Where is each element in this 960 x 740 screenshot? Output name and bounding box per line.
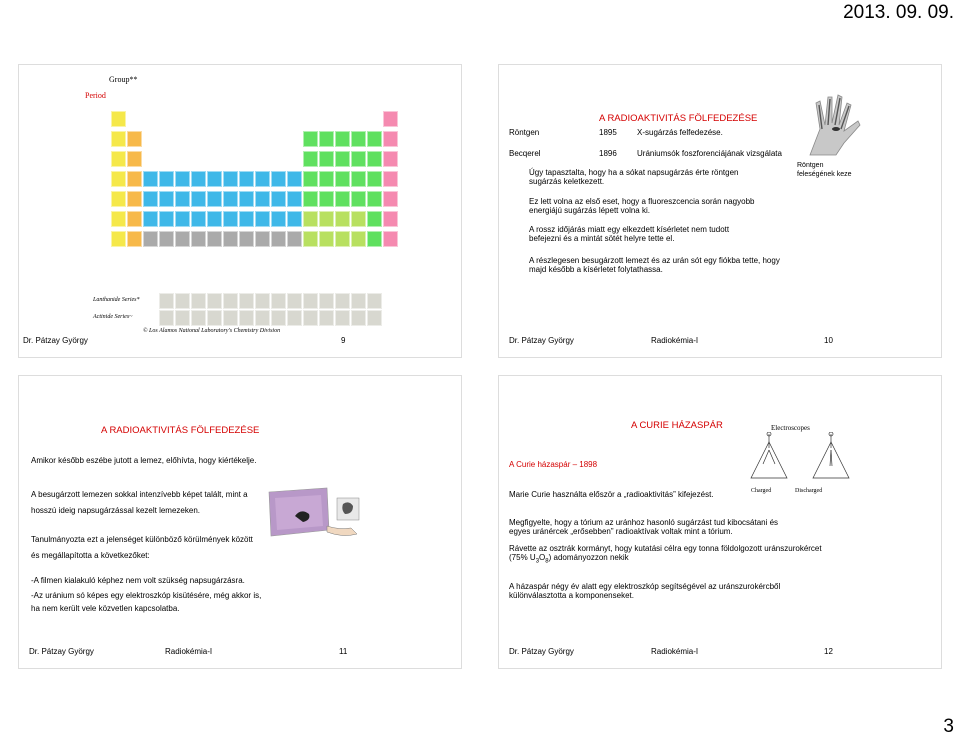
element-cell — [271, 171, 286, 187]
element-cell — [351, 171, 366, 187]
element-cell — [367, 231, 382, 247]
element-cell — [335, 191, 350, 207]
element-cell — [191, 171, 206, 187]
element-cell — [191, 211, 206, 227]
footer-author: Dr. Pátzay György — [509, 647, 574, 656]
footer-page: 12 — [824, 647, 833, 656]
row-year: 1895 — [599, 128, 617, 137]
element-cell — [159, 191, 174, 207]
element-cell — [255, 171, 270, 187]
f-block-cell — [287, 293, 302, 309]
f-block-cell — [207, 293, 222, 309]
footer-page: 10 — [824, 336, 833, 345]
row-name: Becqerel — [509, 149, 541, 158]
element-cell — [111, 231, 126, 247]
element-cell — [255, 191, 270, 207]
element-cell — [175, 171, 190, 187]
element-cell — [351, 191, 366, 207]
element-cell — [175, 211, 190, 227]
element-cell — [207, 211, 222, 227]
element-cell — [303, 171, 318, 187]
element-cell — [143, 191, 158, 207]
paragraph: Úgy tapasztalta, hogy ha a sókat napsugárzás érte röntgen sugárzás keletkezett. — [529, 168, 739, 186]
bullet-item: -A filmen kialakuló képhez nem volt szükség napsugárzásra. — [31, 576, 245, 585]
element-cell — [335, 131, 350, 147]
element-cell — [287, 191, 302, 207]
element-cell — [319, 131, 334, 147]
element-cell — [303, 231, 318, 247]
f-block-cell — [191, 293, 206, 309]
footer-course: Radiokémia-I — [165, 647, 213, 656]
f-block-cell — [335, 293, 350, 309]
element-cell — [159, 171, 174, 187]
paragraph: A részlegesen besugárzott lemezt és az urán sót egy fiókba tette, hogy majd később a kísérletet folytathassa. — [529, 256, 780, 274]
element-cell — [303, 131, 318, 147]
element-cell — [351, 151, 366, 167]
f-block-cell — [303, 310, 318, 326]
element-cell — [175, 191, 190, 207]
paragraph: Amikor később eszébe jutott a lemez, előhívta, hogy kiértékelje. — [31, 456, 257, 465]
element-cell — [319, 211, 334, 227]
charged-label: Charged — [751, 488, 772, 494]
footer-author: Dr. Pátzay György — [29, 647, 94, 656]
element-cell — [207, 191, 222, 207]
element-cell — [351, 131, 366, 147]
element-cell — [127, 231, 142, 247]
footer-course: Radiokémia-I — [651, 647, 699, 656]
f-block-cell — [303, 293, 318, 309]
f-block-cell — [255, 293, 270, 309]
f-block-cell — [335, 310, 350, 326]
slide-title: A RADIOAKTIVITÁS FÖLFEDEZÉSE — [599, 113, 758, 124]
footer-page: 11 — [339, 647, 348, 656]
f-block-cell — [207, 310, 222, 326]
discharged-label: Discharged — [795, 488, 823, 494]
f-block-cell — [175, 293, 190, 309]
element-cell — [159, 231, 174, 247]
element-cell — [351, 211, 366, 227]
f-block-cell — [319, 310, 334, 326]
f-block-cell — [223, 310, 238, 326]
f-block-cell — [367, 293, 382, 309]
element-cell — [367, 131, 382, 147]
f-block-cell — [159, 310, 174, 326]
periodic-table-grid — [19, 65, 462, 358]
xray-hand-image — [792, 89, 878, 157]
footer-author: Dr. Pátzay György — [23, 336, 88, 345]
element-cell — [143, 171, 158, 187]
element-cell — [111, 131, 126, 147]
element-cell — [127, 151, 142, 167]
group-label: Group** — [109, 75, 138, 84]
element-cell — [207, 171, 222, 187]
row-year: 1896 — [599, 149, 617, 158]
f-block-cell — [367, 310, 382, 326]
paragraph: A házaspár négy év alatt egy elektroszkóp segítségével az uránszurokércből különválasztotta a komponenseket. — [509, 582, 781, 600]
f-block-cell — [255, 310, 270, 326]
paragraph: A besugárzott lemezen sokkal intenzívebb képet talált, mint a hosszú ideig napsugárzással kezelt lemezeken. — [31, 490, 248, 515]
element-cell — [223, 231, 238, 247]
footer-course: Radiokémia-I — [651, 336, 699, 345]
element-cell — [303, 191, 318, 207]
photographic-plate-image — [265, 486, 365, 544]
element-cell — [271, 191, 286, 207]
f-block-cell — [351, 310, 366, 326]
element-cell — [303, 211, 318, 227]
electroscope-title: Electroscopes — [771, 424, 810, 432]
paragraph: Rávette az osztrák kormányt, hogy kutatási célra egy tonna földolgozott uránszurokércet (75% $U_3O_8$) adományozzon nekik — [509, 544, 822, 565]
element-cell — [383, 191, 398, 207]
row-event: Urániumsók foszforenciájának vizsgálata — [637, 149, 782, 158]
f-block-cell — [239, 310, 254, 326]
f-block-cell — [239, 293, 254, 309]
element-cell — [111, 151, 126, 167]
element-cell — [127, 191, 142, 207]
element-cell — [111, 211, 126, 227]
paragraph: A rossz időjárás miatt egy elkezdett kísérletet nem tudott befejezni és a mintát sötét helyre tette el. — [529, 225, 730, 243]
footer-author: Dr. Pátzay György — [509, 336, 574, 345]
f-block-cell — [159, 293, 174, 309]
element-cell — [351, 231, 366, 247]
element-cell — [335, 171, 350, 187]
element-cell — [239, 171, 254, 187]
element-cell — [159, 211, 174, 227]
f-block-cell — [319, 293, 334, 309]
page-number: 3 — [943, 716, 954, 737]
element-cell — [127, 171, 142, 187]
element-cell — [335, 151, 350, 167]
element-cell — [111, 191, 126, 207]
slide-periodic-table — [18, 64, 462, 358]
element-cell — [255, 231, 270, 247]
element-cell — [383, 111, 398, 127]
element-cell — [383, 211, 398, 227]
element-cell — [191, 191, 206, 207]
element-cell — [367, 151, 382, 167]
element-cell — [239, 231, 254, 247]
element-cell — [255, 211, 270, 227]
element-cell — [335, 211, 350, 227]
subtitle: A Curie házaspár – 1898 — [509, 460, 598, 469]
element-cell — [271, 211, 286, 227]
element-cell — [111, 111, 126, 127]
credit-text: © Los Alamos National Laboratory's Chemistry Division — [143, 328, 281, 334]
element-cell — [223, 191, 238, 207]
lanthanide-label: Lanthanide Series* — [93, 297, 140, 303]
row-event: X-sugárzás felfedezése. — [637, 128, 723, 137]
element-cell — [143, 211, 158, 227]
element-cell — [223, 211, 238, 227]
paragraph: Tanulmányozta ezt a jelenséget különböző körülmények között és megállapította a következőket: — [31, 535, 253, 560]
element-cell — [191, 231, 206, 247]
element-cell — [175, 231, 190, 247]
f-block-cell — [351, 293, 366, 309]
xray-caption: Röntgen feleségének keze — [797, 162, 852, 178]
f-block-cell — [271, 293, 286, 309]
element-cell — [383, 131, 398, 147]
element-cell — [319, 171, 334, 187]
element-cell — [143, 231, 158, 247]
slide-discovery-2 — [18, 375, 462, 669]
element-cell — [271, 231, 286, 247]
bullet-item: -Az uránium só képes egy elektroszkóp kisütésére, még akkor is, ha nem került vele közvetlen kapcsolatba. — [31, 591, 262, 613]
f-block-cell — [223, 293, 238, 309]
element-cell — [239, 191, 254, 207]
element-cell — [319, 191, 334, 207]
element-cell — [335, 231, 350, 247]
f-block-cell — [191, 310, 206, 326]
paragraph: Marie Curie használta először a „radioaktivitás” kifejezést. — [509, 490, 714, 499]
element-cell — [111, 171, 126, 187]
paragraph: Ez lett volna az első eset, hogy a fluoreszcencia során nagyobb energiájú sugárzás lépett volna ki. — [529, 197, 755, 215]
slide-curie — [498, 375, 942, 669]
paragraph: Megfigyelte, hogy a tórium az uránhoz hasonló sugárzást tud kibocsátani és egyes uránércek „erősebben” radioaktívak voltak mint a tórium. — [509, 518, 779, 536]
electroscope-diagram — [741, 432, 861, 488]
f-block-cell — [175, 310, 190, 326]
header-date: 2013. 09. 09. — [843, 2, 954, 23]
f-block-cell — [287, 310, 302, 326]
slide-title: A CURIE HÁZASPÁR — [631, 420, 723, 431]
element-cell — [383, 151, 398, 167]
element-cell — [367, 191, 382, 207]
element-cell — [383, 171, 398, 187]
period-label: Period — [85, 91, 106, 100]
f-block-cell — [271, 310, 286, 326]
element-cell — [367, 211, 382, 227]
element-cell — [303, 151, 318, 167]
element-cell — [319, 151, 334, 167]
slide-discovery-1 — [498, 64, 942, 358]
element-cell — [287, 171, 302, 187]
slide-title: A RADIOAKTIVITÁS FÖLFEDEZÉSE — [101, 425, 260, 436]
row-name: Röntgen — [509, 128, 540, 137]
element-cell — [287, 231, 302, 247]
element-cell — [383, 231, 398, 247]
element-cell — [223, 171, 238, 187]
element-cell — [207, 231, 222, 247]
element-cell — [367, 171, 382, 187]
element-cell — [287, 211, 302, 227]
element-cell — [239, 211, 254, 227]
element-cell — [127, 211, 142, 227]
element-cell — [319, 231, 334, 247]
actinide-label: Actinide Series~ — [93, 314, 133, 320]
element-cell — [127, 131, 142, 147]
footer-page: 9 — [341, 336, 346, 345]
